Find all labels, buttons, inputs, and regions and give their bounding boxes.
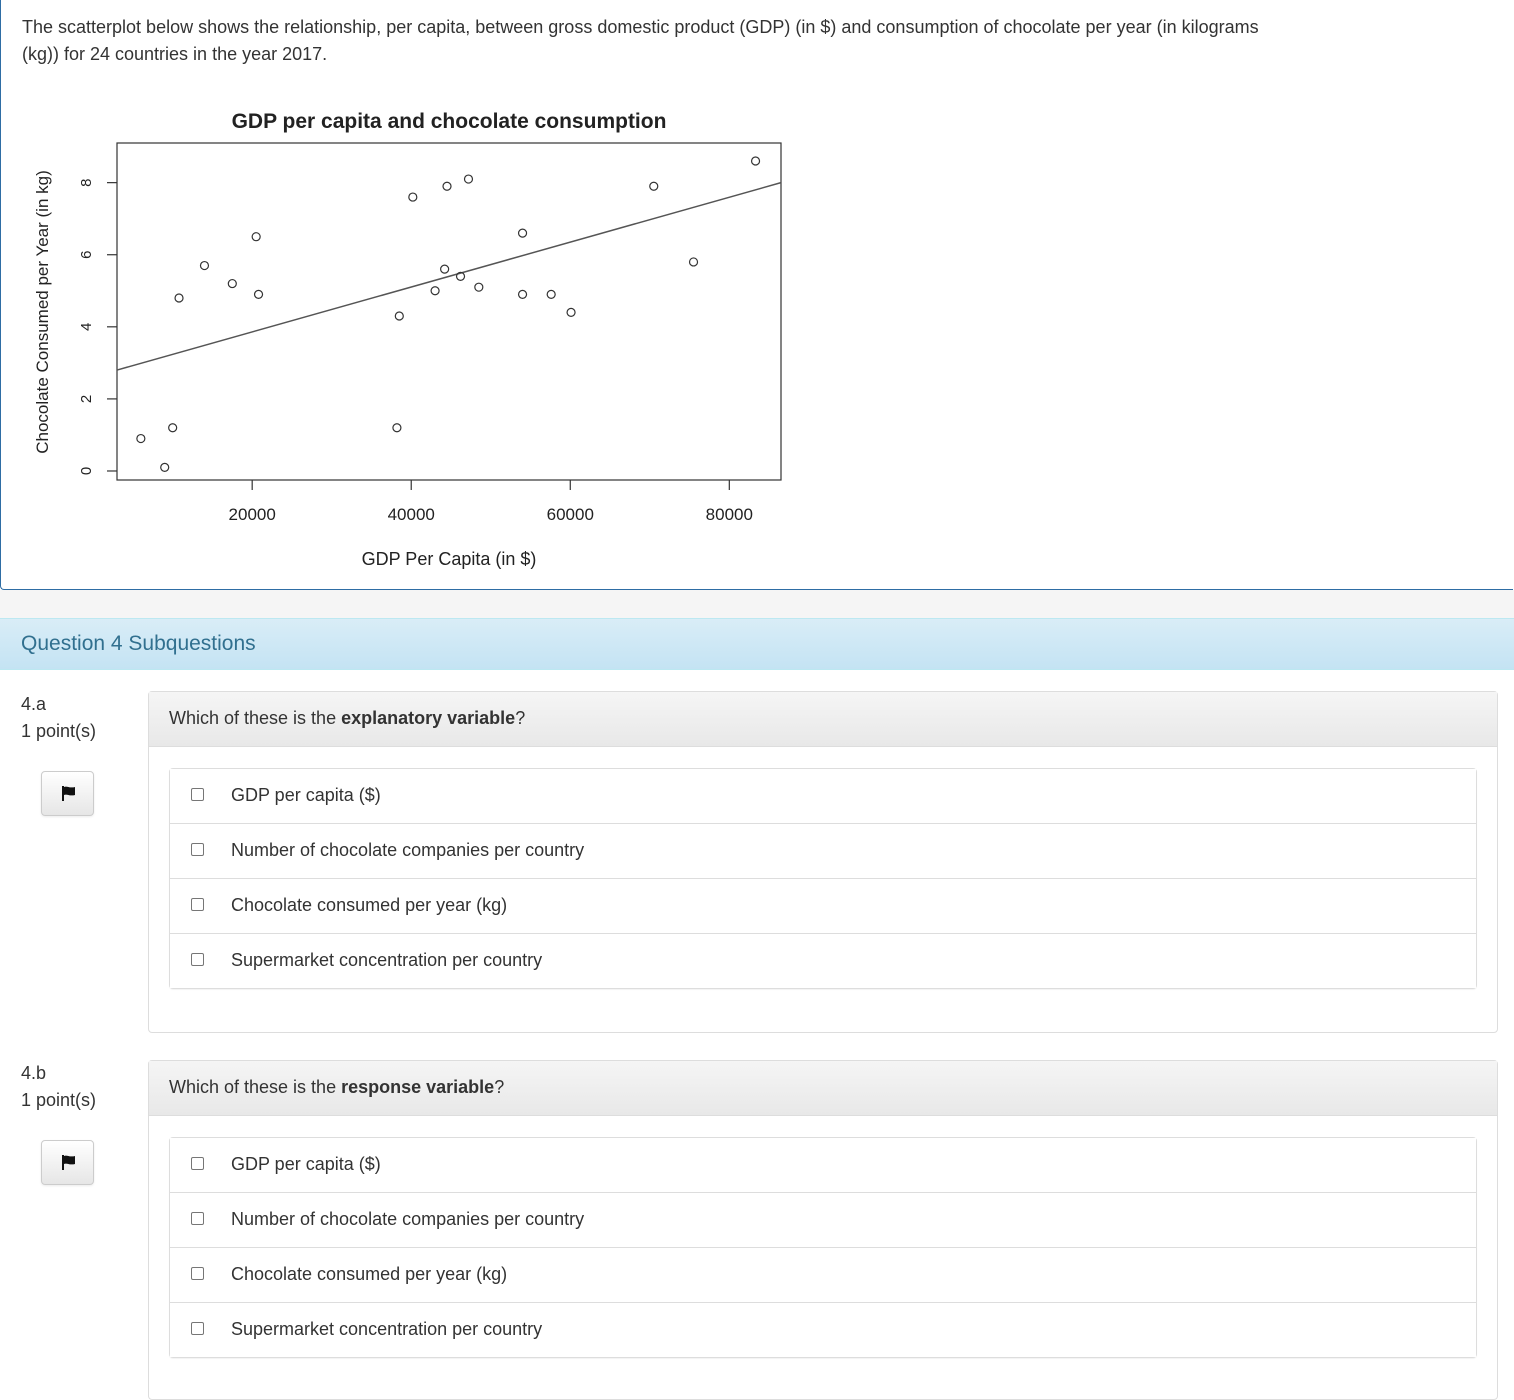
checkbox-icon[interactable] [191, 1157, 204, 1170]
checkbox-icon[interactable] [191, 1267, 204, 1280]
question-points: 1 point(s) [21, 1090, 97, 1110]
checkbox-icon[interactable] [191, 898, 204, 911]
answer-option[interactable] [170, 769, 1476, 824]
data-point [395, 312, 403, 320]
answer-option[interactable] [170, 1303, 1476, 1357]
question-number: 4.a [21, 694, 47, 714]
data-point [175, 294, 183, 302]
y-tick-label: 0 [78, 466, 95, 476]
question-prompt [149, 692, 1497, 747]
subquestions-header [0, 618, 1514, 670]
section-gap [0, 590, 1514, 618]
flag-icon [60, 785, 77, 802]
question-points: 1 point(s) [21, 721, 97, 741]
checkbox-icon[interactable] [191, 953, 204, 966]
data-point [547, 290, 555, 298]
prompt-end: ? [515, 708, 526, 728]
data-point [567, 308, 575, 316]
x-tick-label: 60000 [546, 505, 594, 524]
y-axis-label: Chocolate Consumed per Year (in kg) [33, 170, 52, 454]
chart-title: GDP per capita and chocolate consumption [231, 110, 667, 133]
data-point [690, 258, 698, 266]
question-number: 4.b [21, 1063, 47, 1083]
option-label: Supermarket concentration per country [231, 950, 543, 970]
answer-option[interactable] [170, 824, 1476, 879]
x-axis-label: GDP Per Capita (in $) [361, 549, 537, 569]
data-point [200, 262, 208, 270]
y-axis [78, 178, 117, 475]
data-point [650, 182, 658, 190]
data-point [137, 435, 145, 443]
x-tick-label: 40000 [387, 505, 435, 524]
checkbox-icon[interactable] [191, 788, 204, 801]
data-point [475, 283, 483, 291]
data-point [169, 424, 177, 432]
data-point [255, 290, 263, 298]
data-point [161, 463, 169, 471]
flag-question-button[interactable] [41, 1140, 94, 1185]
prompt-emphasis: explanatory variable [341, 708, 516, 728]
intro-text: The scatterplot below shows the relationship, per capita, between gross domestic product (GDP) (in $) and consumption of chocolate per year (in kilograms (kg)) for 24 countries in the year 2017. [22, 17, 1259, 64]
option-label: GDP per capita ($) [231, 1154, 381, 1174]
question-stem-panel [0, 0, 1513, 590]
data-point [441, 265, 449, 273]
answer-options [169, 1137, 1477, 1358]
x-tick-label: 20000 [228, 505, 276, 524]
question-panel-4a [148, 691, 1498, 1033]
plot-frame [117, 143, 781, 480]
prompt-text: Which of these is the [169, 708, 342, 728]
y-tick-label: 4 [78, 322, 95, 331]
data-point [464, 175, 472, 183]
flag-icon [60, 1154, 77, 1171]
data-point [393, 424, 401, 432]
answer-options [169, 768, 1477, 989]
subquestions-title: Question 4 Subquestions [21, 632, 256, 655]
checkbox-icon[interactable] [191, 1212, 204, 1225]
question-prompt [149, 1061, 1497, 1116]
option-label: Chocolate consumed per year (kg) [231, 1264, 508, 1284]
data-point [752, 157, 760, 165]
data-point [409, 193, 417, 201]
data-point [431, 287, 439, 295]
regression-line [117, 183, 781, 370]
data-point [252, 233, 260, 241]
option-label: Supermarket concentration per country [231, 1319, 543, 1339]
scatterplot-chart [1, 96, 801, 586]
prompt-text: Which of these is the [169, 1077, 342, 1097]
prompt-emphasis: response variable [341, 1077, 495, 1097]
answer-option[interactable] [170, 1138, 1476, 1193]
y-tick-label: 8 [78, 178, 95, 187]
option-label: Number of chocolate companies per country [231, 840, 585, 860]
option-label: GDP per capita ($) [231, 785, 381, 805]
data-points [137, 157, 760, 471]
answer-option[interactable] [170, 934, 1476, 988]
data-point [228, 280, 236, 288]
y-tick-label: 6 [78, 250, 95, 259]
data-point [443, 182, 451, 190]
option-label: Number of chocolate companies per country [231, 1209, 585, 1229]
answer-option[interactable] [170, 1248, 1476, 1303]
answer-option[interactable] [170, 879, 1476, 934]
checkbox-icon[interactable] [191, 843, 204, 856]
flag-question-button[interactable] [41, 771, 94, 816]
y-tick-label: 2 [78, 394, 95, 404]
checkbox-icon[interactable] [191, 1322, 204, 1335]
prompt-end: ? [494, 1077, 505, 1097]
data-point [519, 229, 527, 237]
data-point [519, 290, 527, 298]
answer-option[interactable] [170, 1193, 1476, 1248]
x-tick-label: 80000 [705, 505, 753, 524]
option-label: Chocolate consumed per year (kg) [231, 895, 508, 915]
question-panel-4b [148, 1060, 1498, 1400]
x-axis [229, 480, 753, 524]
